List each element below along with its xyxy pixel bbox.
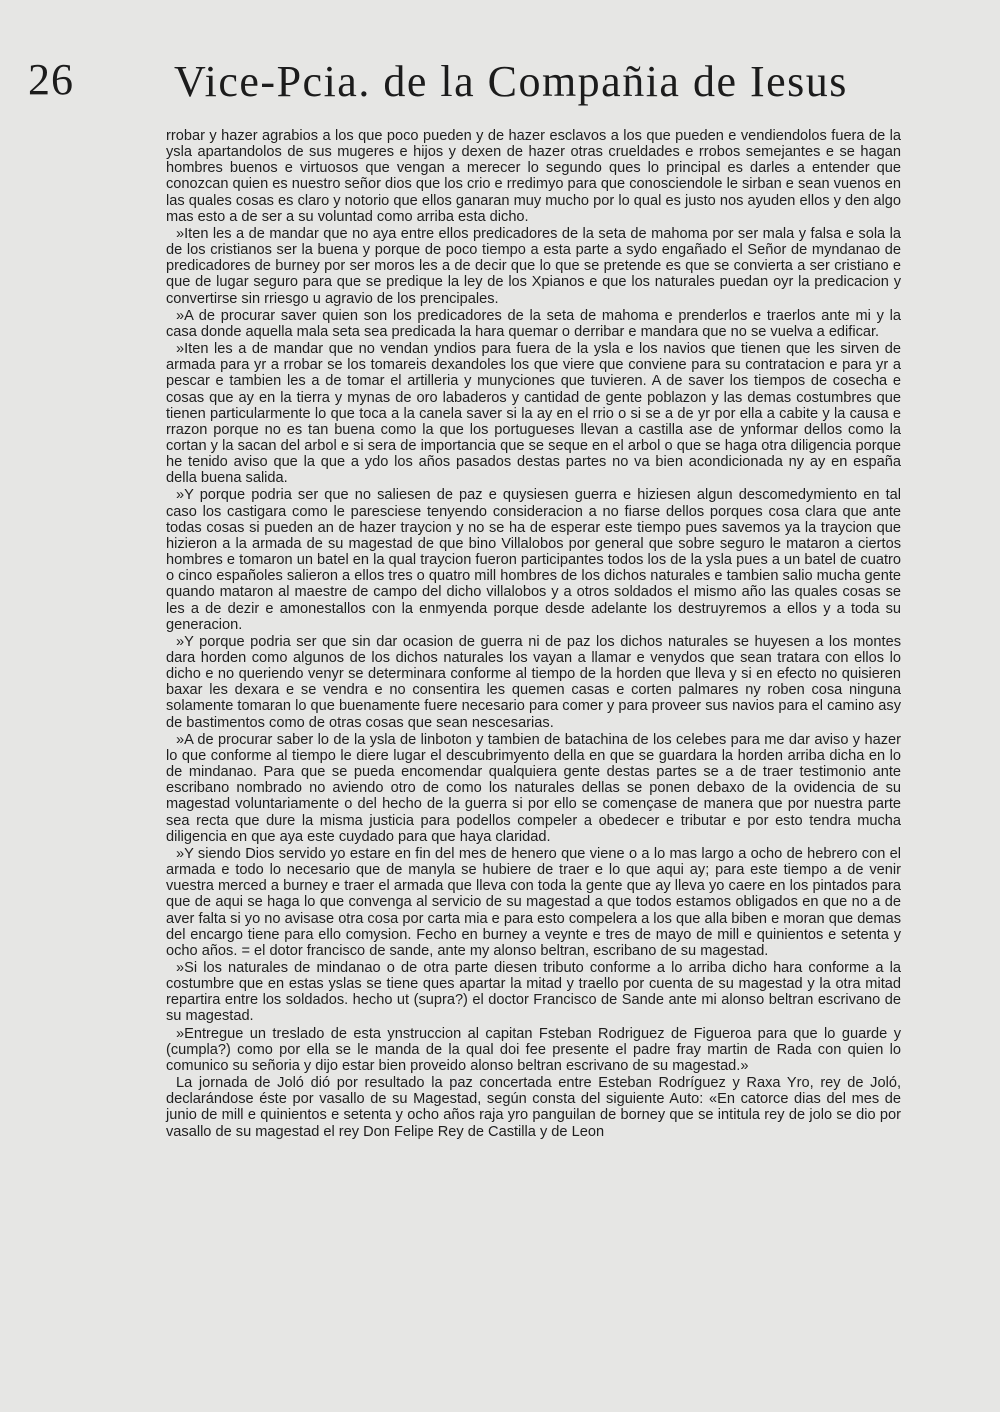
paragraph: »A de procurar saber lo de la ysla de linboton y tambien de batachina de los celebes para me dar aviso y hazer lo que conforme al tiempo le diere lugar el descubrimyento della en que se guardara la horden arriba dicha en lo de mindanao. Para que se pueda encomendar qualquiera gente destas partes se a de traer testimonio ante escribano nombrado no aviendo otro de como los naturales dellas se ponen debaxo de la ovidencia de su magestad voluntariamente o del hecho de la guerra si por ello se començase de manera que por nuestra parte sea recta que dure la misma justicia para podellos compeler a obedecer e tributar e por esto tendra mucha diligencia en que aya este cuydado para que haya claridad. xyxy=(166,731,901,845)
paragraph: »Iten les a de mandar que no vendan yndios para fuera de la ysla e los navios que tienen que les sirven de armada para yr a rrobar se los tomareis dexandoles los que viere que conviene para su contratacion e para yr a pescar e tambien les a de tomar el artilleria y munyciones que tuvieren. A de saver los tiempos de cosecha e cosas que ay en la tierra y mynas de oro labaderos y cantidad de gente poblazon y las demas costumbres que tienen particularmente lo que toca a la canela saver si la ay en el rrio o si se a de yr por ella a cabite y la causa e rrazon porque no es tan buena como la que los portugueses llevan a castilla ase de ynformar dellos como la cortan y la sacan del arbol e si sera de importancia que se seque en el arbol o que se haga otra diligencia porque he tenido aviso que la que a ydo los años pasados destas partes no va bien acondicionada ny ay en españa della buena salida. xyxy=(166,341,901,487)
paragraph: »Si los naturales de mindanao o de otra parte diesen tributo conforme a lo arriba dicho hara conforme a la costumbre que en estas yslas se tiene ques apartar la mitad y traello por cuenta de su magestad y la otra mitad repartira entre los soldados. hecho ut (supra?) el doctor Francisco de Sande ante mi alonso beltran escrivano de su magestad. xyxy=(166,959,901,1025)
running-title: Vice-Pcia. de la Compañia de Iesus xyxy=(174,57,848,106)
paragraph: »A de procurar saver quien son los predicadores de la seta de mahoma e prenderlos e traerlos ante mi y la casa donde aquella mala seta sea predicada la hara quemar o derribar e mandara que no se vuelva a edificar. xyxy=(166,307,901,340)
paragraph: »Entregue un treslado de esta ynstruccion al capitan Fsteban Rodriguez de Figueroa para que lo guarde y (cumpla?) como por ella se le manda de la qual doi fee presente el padre fray martin de Rada con quien lo comunico su señoria y dijo estar bien proveido alonso beltran escrivano de su magestad.» xyxy=(166,1025,901,1074)
page-number: 26 xyxy=(28,55,74,104)
paragraph: »Y siendo Dios servido yo estare en fin del mes de henero que viene o a lo mas largo a ocho de hebrero con el armada e todo lo necesario que de manyla se hubiere de traer e lo que aqui ay; para este tiempo a de venir vuestra merced a burney e traer el armada que lleva con toda la gente que ay lleva yo caere en los pintados para que de aqui se haga lo que convenga al servicio de su magestad a que todos estamos obligados en que no a de aver falta si yo no avisase otra cosa por carta mia e para esto compelera a los que alla biben e moran que demas del encargo tiene para ello comysion. Fecho en burney a veynte e tres de mayo de mill e quinientos e setenta y ocho años. = el dotor francisco de sande, ante my alonso beltran, escribano de su magestad. xyxy=(166,845,901,959)
paragraph: »Y porque podria ser que sin dar ocasion de guerra ni de paz los dichos naturales se huyesen a los montes dara horden como algunos de los dichos naturales los vayan a llamar e venydos que sean tratara con ellos lo dicho e no queriendo venyr se determinara conforme al tiempo de la horden que lleva y si en efecto no quisieren baxar les dexara e se vendra e no consentira les quemen casas e corten palmares ny roben cosa ninguna solamente tomaran lo que buenamente fuere necesario para comer y para proveer sus navios para el camino asy de bastimentos como de otras cosas que sean nescesarias. xyxy=(166,633,901,731)
paragraph: rrobar y hazer agrabios a los que poco pueden y de hazer esclavos a los que pueden e vendiendolos fuera de la ysla apartandolos de sus mugeres e hijos y dexen de hazer otras crueldades e rrobos semejantes e se hagan hombres buenos e virtuosos que vengan a merecer lo segundo ques lo principal es darles a entender que conozcan quien es nuestro señor dios que los crio e rredimyo para que conosciendole le sirban e sean vuenos en las quales cosas es claro y notorio que ellos ganaran muy mucho por lo qual es justo nos ayuden ellos y den algo mas esto a de ser a su voluntad como arriba esta dicho. xyxy=(166,128,902,225)
paragraph: La jornada de Joló dió por resultado la paz concertada entre Esteban Rodríguez y Raxa Yro, rey de Joló, declarándose éste por vasallo de su Magestad, según consta del siguiente Auto: «En catorce dias del mes de junio de mill e quinientos e setenta y ocho años raja yro panguilan de borney que se intitula rey de jolo se dio por vasallo de su magestad el rey Don Felipe Rey de Castilla y de Leon xyxy=(166,1075,901,1140)
body-text xyxy=(166,128,901,1141)
page-header xyxy=(28,55,958,118)
paragraph: »Iten les a de mandar que no aya entre ellos predicadores de la seta de mahoma por ser mala y falsa e sola la de los cristianos ser la buena y porque de poco tiempo a esta parte a sydo engañado el Señor de myndanao de predicadores de burney por ser moros les a de decir que lo que se pretende es que se convierta a ser cristiano e que de lugar seguro para que se predique la ley de los Xpianos e que los naturales puedan oyr la predicacion y convertirse sin rriesgo u agravio de los prencipales. xyxy=(166,225,901,307)
paragraph: »Y porque podria ser que no saliesen de paz e quysiesen guerra e hiziesen algun descomedymiento en tal caso los castigara como le paresciese tenyendo consideracion a no fiarse dellos porques cosa clara que ante todas cosas si pueden an de hazer traycion y no se ha de esperar este tiempo pues savemos ya la traycion que hizieron a la armada de su magestad de que bino Villalobos por general que sobre seguro le mataron a ciertos hombres e tomaron un batel en la qual traycion fueron participantes todos los de la ysla pues a un batel de cuatro o cinco españoles salieron a ellos tres o quatro mill hombres de los dichos naturales e tambien salio mucha gente quando mataron al maestre de campo del dicho villalobos y a otros soldados el mismo año las quales cosas se les a de dezir e amonestallos con la enmyenda porque desde adelante los destruyremos a ellos y a toda su generacion. xyxy=(166,487,901,633)
